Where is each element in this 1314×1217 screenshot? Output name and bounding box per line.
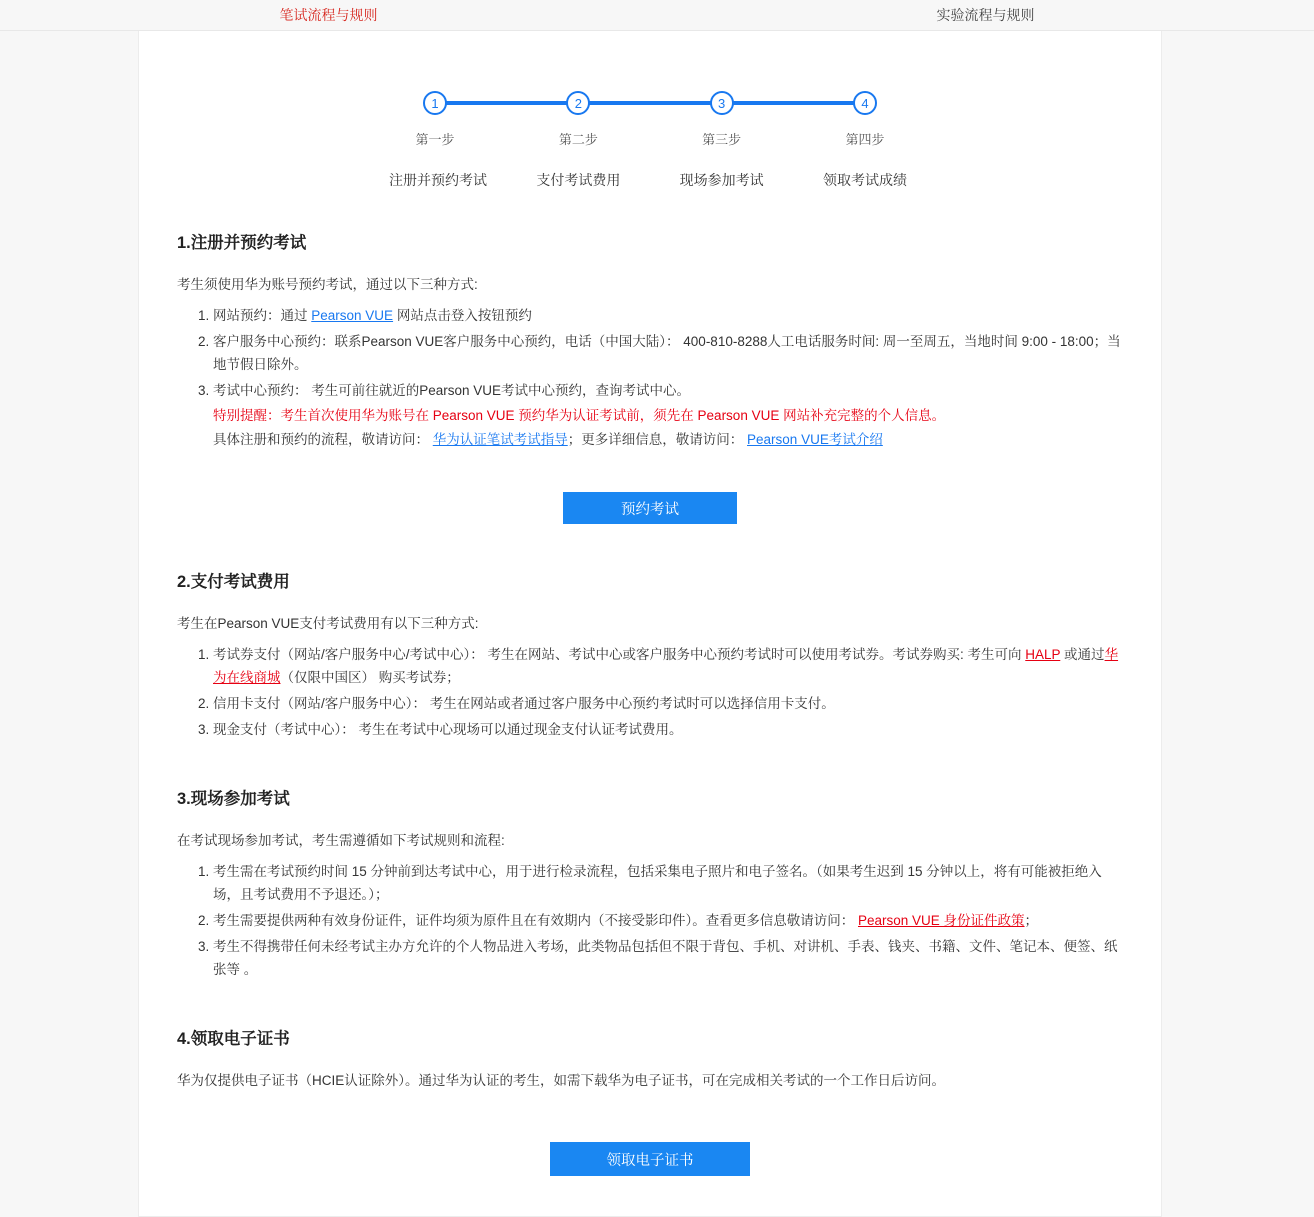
s1-sub-pre: 具体注册和预约的流程，敬请访问： xyxy=(213,432,429,447)
list-item: 2. 信用卡支付（网站/客户服务中心）： 考生在网站或者通过客户服务中心预约考试时可以选择信用卡支付。 xyxy=(213,692,1123,715)
content-card xyxy=(138,31,1162,1217)
section-2-intro: 考生在Pearson VUE支付考试费用有以下三种方式: xyxy=(177,616,479,631)
huawei-online-store-link[interactable]: 华为在线商城 xyxy=(213,647,1119,685)
section-title-3: 3.现场参加考试 xyxy=(177,790,290,808)
step-number-1: 1 xyxy=(423,91,447,115)
step-label-4: 领取考试成绩 xyxy=(822,172,907,188)
list-item: 2. 客户服务中心预约：联系Pearson VUE客户服务中心预约，电话（中国大陆）： 400-810-8288人工电话服务时间: 周一至周五，当地时间 9:00 - 18:00；当地节假日除外。 xyxy=(213,330,1123,376)
step-number-4: 4 xyxy=(853,91,877,115)
id-policy-link[interactable]: Pearson VUE 身份证件政策 xyxy=(858,913,1025,928)
section-title-2: 2.支付考试费用 xyxy=(177,573,290,591)
section-1-list xyxy=(177,304,1123,451)
step-label-3: 现场参加考试 xyxy=(679,172,764,188)
list-item xyxy=(213,643,1123,689)
tab-written-exam[interactable]: 笔试流程与规则 xyxy=(279,6,378,23)
section-1-intro: 考生须使用华为账号预约考试，通过以下三种方式: xyxy=(177,277,478,292)
step-sub-3: 第三步 xyxy=(702,132,742,147)
section-2-list xyxy=(177,643,1123,741)
section-title-1: 1.注册并预约考试 xyxy=(177,234,307,252)
section-3-list xyxy=(177,860,1123,981)
step-sub-1: 第一步 xyxy=(415,132,455,147)
s3-item2-post: ； xyxy=(1024,913,1039,928)
section-3-intro: 在考试现场参加考试，考生需遵循如下考试规则和流程: xyxy=(177,833,505,848)
tab-bar xyxy=(0,0,1314,31)
s2-item1-pre: 考试券支付（网站/客户服务中心/考试中心）： 考生在网站、考试中心或客户服务中心预约考试时可以使用考试券。考试券购买: 考生可向 xyxy=(213,647,1026,662)
step-label-1: 注册并预约考试 xyxy=(389,172,487,188)
list-item: 3. 现金支付（考试中心）： 考生在考试中心现场可以通过现金支付认证考试费用。 xyxy=(213,718,1123,741)
step-number-3: 3 xyxy=(710,91,734,115)
step-number-2: 2 xyxy=(566,91,590,115)
step-label-2: 支付考试费用 xyxy=(536,172,621,188)
s2-item1-post: （仅限中国区） 购买考试券； xyxy=(280,670,460,685)
s2-item1-mid: 或通过 xyxy=(1060,647,1105,662)
stepper-steps xyxy=(389,91,911,190)
s1-sub-mid: ；更多详细信息，敬请访问： xyxy=(567,432,744,447)
book-exam-button[interactable]: 预约考试 xyxy=(563,492,737,524)
s3-item2-pre: 考生需要提供两种有效身份证件，证件均须为原件且在有效期内（不接受影印件）。查看更多信息敬请访问： xyxy=(213,913,858,928)
pearson-vue-link[interactable]: Pearson VUE xyxy=(311,308,394,323)
stepper-step-3 xyxy=(676,91,768,190)
step-sub-2: 第二步 xyxy=(558,132,598,147)
section-title-4: 4.领取电子证书 xyxy=(177,1030,290,1048)
s1-item3-text: 考试中心预约： 考生可前往就近的Pearson VUE考试中心预约，查询考试中心。 xyxy=(213,383,691,398)
stepper-step-2 xyxy=(532,91,624,190)
book-exam-button-wrap xyxy=(177,454,1123,524)
written-exam-guide-link[interactable]: 华为认证笔试考试指导 xyxy=(432,432,568,447)
special-reminder-note: 特别提醒：考生首次使用华为账号在 Pearson VUE 预约华为认证考试前，须先在 Pearson VUE 网站补充完整的个人信息。 xyxy=(213,408,946,423)
get-certificate-button[interactable]: 领取电子证书 xyxy=(550,1142,750,1176)
content-body xyxy=(139,229,1161,1176)
stepper-step-1 xyxy=(389,91,487,190)
list-item xyxy=(213,304,1123,327)
s1-item1-pre: 网站预约：通过 xyxy=(213,308,312,323)
s1-sub-line xyxy=(213,428,1123,451)
list-item xyxy=(213,909,1123,932)
s1-item1-post: 网站点击登入按钮预约 xyxy=(393,308,532,323)
step-sub-4: 第四步 xyxy=(845,132,885,147)
get-certificate-button-wrap xyxy=(177,1100,1123,1176)
halp-link[interactable]: HALP xyxy=(1025,647,1061,662)
pearson-vue-intro-link[interactable]: Pearson VUE考试介绍 xyxy=(747,432,883,447)
stepper-step-4 xyxy=(819,91,911,190)
list-item: 1. 考生需在考试预约时间 15 分钟前到达考试中心，用于进行检录流程，包括采集电子照片和电子签名。（如果考生迟到 15 分钟以上，将有可能被拒绝入场，且考试费用不予退还。）； xyxy=(213,860,1123,906)
exam-stepper xyxy=(389,91,911,211)
tab-lab-exam[interactable]: 实验流程与规则 xyxy=(936,6,1035,23)
list-item: 3. 考生不得携带任何未经考试主办方允许的个人物品进入考场，此类物品包括但不限于背包、手机、对讲机、手表、钱夹、书籍、文件、笔记本、便签、纸张等 。 xyxy=(213,935,1123,981)
list-item xyxy=(213,379,1123,451)
section-4-intro: 华为仅提供电子证书（HCIE认证除外）。通过华为认证的考生，如需下载华为电子证书，可在完成相关考试的一个工作日后访问。 xyxy=(177,1073,946,1088)
